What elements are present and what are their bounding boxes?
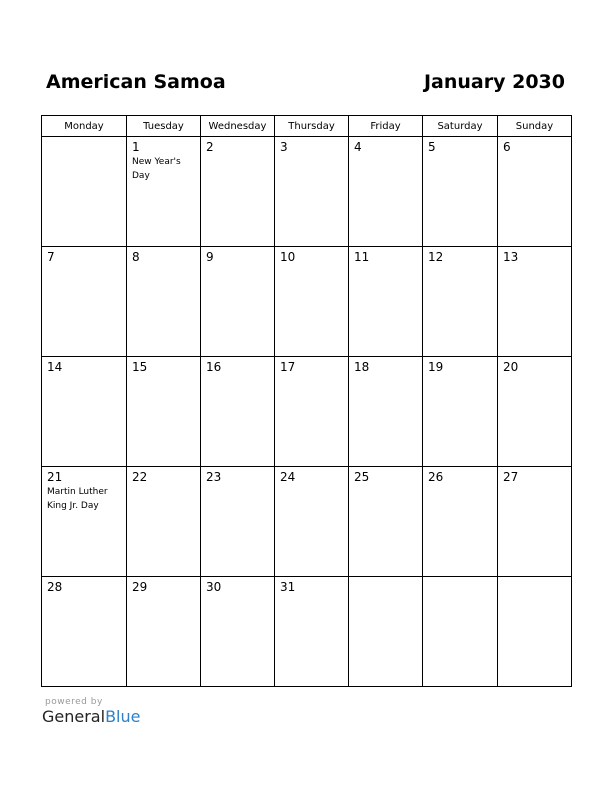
day-cell	[349, 137, 423, 247]
weekday-header: Tuesday	[127, 116, 201, 137]
day-number: 4	[354, 140, 362, 154]
day-number: 31	[280, 580, 296, 594]
day-number: 20	[503, 360, 519, 374]
week-row	[42, 577, 572, 687]
week-row	[42, 137, 572, 247]
day-cell	[42, 247, 127, 357]
day-number: 2	[206, 140, 214, 154]
day-cell	[423, 247, 498, 357]
day-cell	[275, 247, 349, 357]
day-cell	[42, 577, 127, 687]
day-cell	[127, 137, 201, 247]
brand-name-blue: Blue	[105, 707, 141, 726]
day-number: 11	[354, 250, 370, 264]
holiday-label: New Year's Day	[132, 157, 181, 181]
holiday-label: Martin Luther King Jr. Day	[47, 487, 108, 511]
day-number: 28	[47, 580, 63, 594]
day-number: 8	[132, 250, 140, 264]
day-cell	[275, 357, 349, 467]
day-number: 25	[354, 470, 370, 484]
day-cell	[201, 577, 275, 687]
day-number: 23	[206, 470, 222, 484]
calendar-grid	[41, 115, 572, 687]
day-number: 10	[280, 250, 296, 264]
day-cell	[423, 577, 498, 687]
day-cell	[275, 467, 349, 577]
day-cell	[275, 577, 349, 687]
day-cell	[498, 247, 572, 357]
day-cell	[201, 137, 275, 247]
day-number: 29	[132, 580, 148, 594]
day-cell	[423, 357, 498, 467]
day-number: 27	[503, 470, 519, 484]
day-cell	[349, 577, 423, 687]
day-cell	[349, 247, 423, 357]
day-cell	[498, 467, 572, 577]
day-cell	[498, 137, 572, 247]
day-number: 30	[206, 580, 222, 594]
brand-name-general: General	[42, 707, 106, 726]
day-number: 18	[354, 360, 370, 374]
week-row	[42, 357, 572, 467]
day-number: 21	[47, 470, 63, 484]
footer-branding	[42, 697, 140, 726]
day-number: 16	[206, 360, 222, 374]
day-number: 1	[132, 140, 140, 154]
day-cell	[201, 247, 275, 357]
day-cell	[127, 357, 201, 467]
weekday-header: Wednesday	[201, 116, 275, 137]
country-title: American Samoa	[46, 71, 226, 93]
day-number: 19	[428, 360, 444, 374]
day-cell	[498, 357, 572, 467]
weekday-header: Saturday	[423, 116, 498, 137]
day-cell	[275, 137, 349, 247]
weekday-header: Thursday	[275, 116, 349, 137]
day-cell	[42, 357, 127, 467]
day-number: 13	[503, 250, 519, 264]
day-number: 15	[132, 360, 148, 374]
day-cell	[127, 467, 201, 577]
week-row	[42, 247, 572, 357]
day-cell	[423, 467, 498, 577]
day-number: 17	[280, 360, 296, 374]
weekday-header: Friday	[349, 116, 423, 137]
generalblue-logo[interactable]	[42, 707, 140, 726]
day-cell	[349, 357, 423, 467]
day-cell	[127, 577, 201, 687]
day-number: 22	[132, 470, 148, 484]
day-number: 5	[428, 140, 436, 154]
day-cell	[423, 137, 498, 247]
day-number: 7	[47, 250, 55, 264]
weekday-header: Sunday	[498, 116, 572, 137]
week-row	[42, 467, 572, 577]
day-cell	[349, 467, 423, 577]
day-number: 24	[280, 470, 296, 484]
day-number: 9	[206, 250, 214, 264]
day-cell	[498, 577, 572, 687]
day-cell	[42, 467, 127, 577]
day-number: 6	[503, 140, 511, 154]
day-cell	[201, 467, 275, 577]
month-year-title: January 2030	[423, 71, 565, 93]
day-number: 14	[47, 360, 63, 374]
weekday-header-row	[42, 116, 572, 137]
day-cell	[127, 247, 201, 357]
powered-by-text: powered by	[45, 697, 103, 707]
day-cell	[201, 357, 275, 467]
day-cell	[42, 137, 127, 247]
day-number: 26	[428, 470, 444, 484]
day-number: 3	[280, 140, 288, 154]
weekday-header: Monday	[42, 116, 127, 137]
day-number: 12	[428, 250, 444, 264]
